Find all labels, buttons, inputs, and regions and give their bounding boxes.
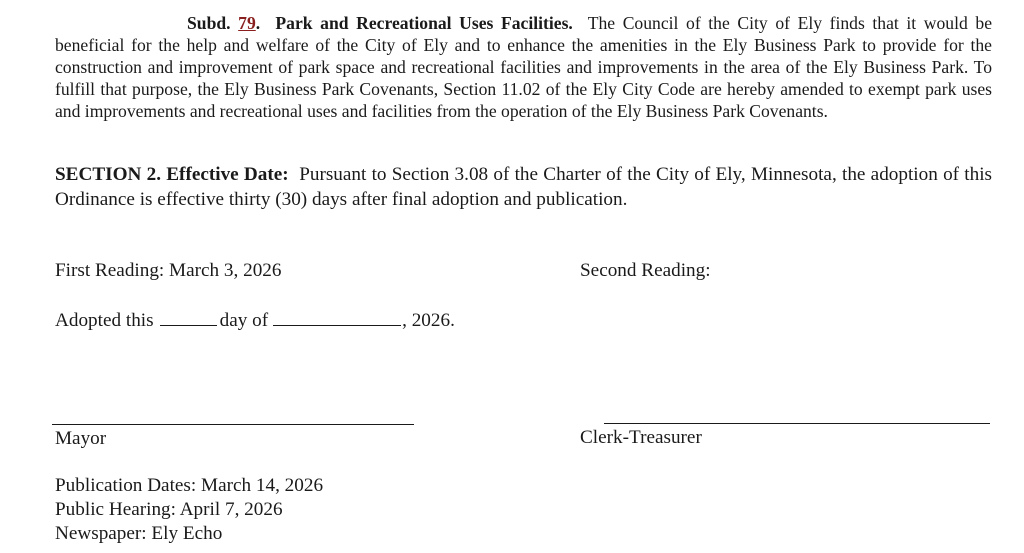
adoption-line	[55, 307, 455, 333]
second-reading: Second Reading:	[580, 260, 711, 281]
newspaper: Newspaper: Ely Echo	[55, 523, 223, 544]
publication-dates: Publication Dates: March 14, 2026	[55, 475, 324, 496]
clerk-signature-line	[604, 423, 990, 424]
mayor-signature-line	[52, 424, 414, 425]
subdivision-prefix: Subd.	[187, 13, 231, 33]
adoption-suffix: , 2026.	[402, 310, 455, 331]
adoption-month-blank	[273, 307, 401, 326]
subdivision-number: 79	[238, 13, 256, 33]
subdivision-number-suffix: .	[255, 13, 261, 33]
section-2-paragraph	[55, 162, 992, 212]
adoption-middle: day of	[219, 310, 269, 331]
subdivision-body: The Council of the City of Ely finds that it would be beneficial for the help and welfare of the City of Ely and to enhance the amenities in the Ely Business Park to provide for the construction and improvement of park space and recreational facilities and improvements in the area of the Ely Business Park. To fulfill that purpose, the Ely Business Park Covenants, Section 11.02 of the Ely City Code are hereby amended to exempt park uses and improvements and recreational uses and facilities from the operation of the Ely Business Park Covenants.	[55, 13, 993, 121]
public-hearing: Public Hearing: April 7, 2026	[55, 499, 283, 520]
section-2-heading: SECTION 2. Effective Date:	[55, 164, 289, 185]
clerk-treasurer-label: Clerk-Treasurer	[580, 427, 702, 448]
mayor-label: Mayor	[55, 428, 107, 449]
adoption-prefix: Adopted this	[55, 310, 154, 331]
subdivision-paragraph	[55, 12, 992, 122]
subdivision-heading: Park and Recreational Uses Facilities.	[275, 13, 573, 33]
first-reading: First Reading: March 3, 2026	[55, 260, 282, 281]
adoption-day-blank	[160, 307, 217, 326]
section-2-body: Pursuant to Section 3.08 of the Charter of the City of Ely, Minnesota, the adoption of this Ordinance is effective thirty (30) days after final adoption and publication.	[55, 164, 993, 210]
